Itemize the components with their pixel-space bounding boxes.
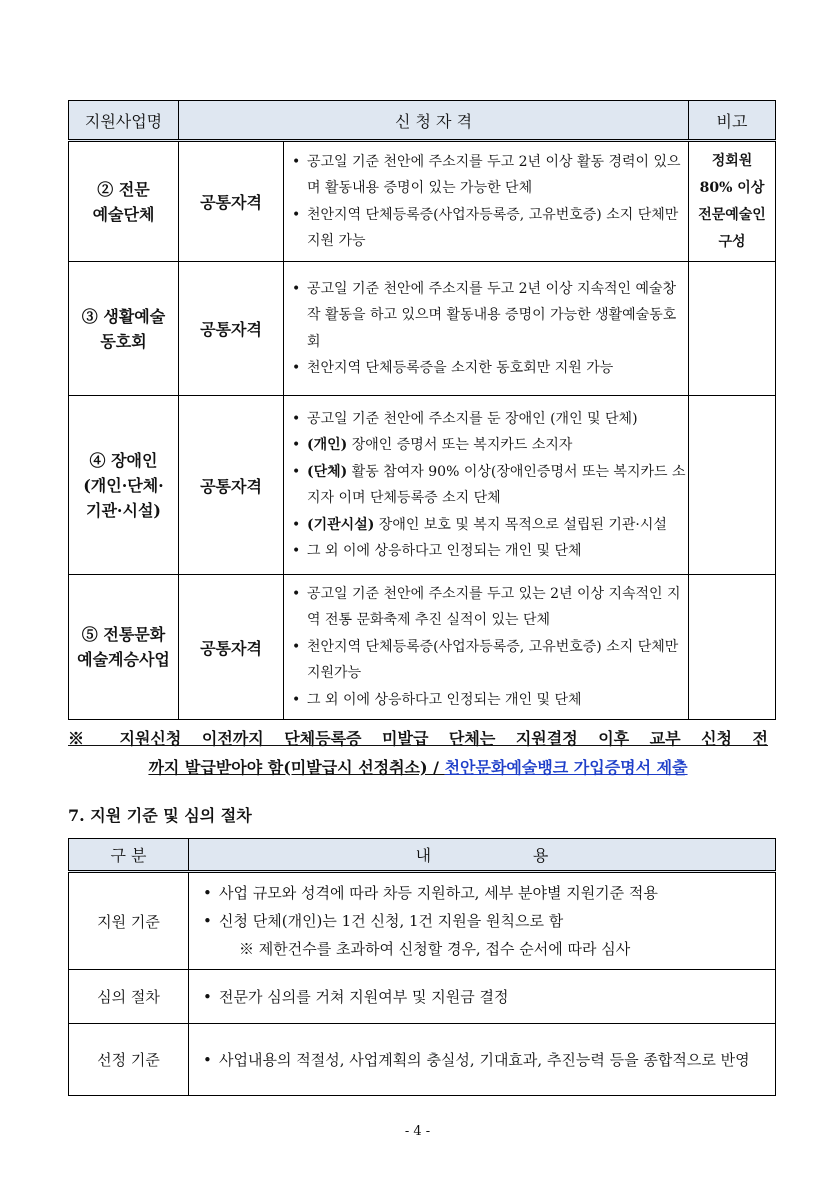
section-title: 7. 지원 기준 및 심의 절차 [68,806,252,825]
program-name: ③ 생활예술 동호회 [69,262,179,396]
notice-line-2: 까지 발급받아야 함(미발급시 선정취소) / 천안문화예술뱅크 가입증명서 제출 [148,758,688,777]
criteria-table-header [69,839,776,872]
list-item: • 신청 단체(개인)는 1건 신청, 1건 지원을 원칙으로 함 ※ 제한건수를 초과하여 신청할 경우, 접수 순서에 따라 심사 [203,907,773,963]
table-row [69,262,776,396]
qualification-type: 공통자격 [179,396,284,575]
eligibility-details [284,396,689,575]
list-item: • 공고일 기준 천안에 주소지를 두고 2년 이상 지속적인 예술창작 활동을 하고 있으며 활동내용 증명이 가능한 생활예술동호회 [292,276,686,356]
list-item: • 그 외 이에 상응하다고 인정되는 개인 및 단체 [292,538,686,565]
note: ※ 제한건수를 초과하여 신청할 경우, 접수 순서에 따라 심사 [239,940,631,958]
list-item: • 공고일 기준 천안에 주소지를 둔 장애인 (개인 및 단체) [292,406,686,433]
header-eligibility: 신 청 자 격 [179,101,689,141]
header-content: 내 용 [189,839,776,872]
list-item: • (단체) 활동 참여자 90% 이상(장애인증명서 또는 복지카드 소지자 이며 단체등록증 소지 단체 [292,459,686,512]
eligibility-details [284,141,689,262]
qualification-type: 공통자격 [179,575,284,720]
list-item: • 사업 규모와 성격에 따라 차등 지원하고, 세부 분야별 지원기준 적용 [203,879,773,907]
list-item: • 공고일 기준 천안에 주소지를 두고 있는 2년 이상 지속적인 지역 전통 문화축제 추진 실적이 있는 단체 [292,581,686,634]
table-row [69,575,776,720]
list-item: • 사업내용의 적절성, 사업계획의 충실성, 기대효과, 추진능력 등을 종합적으로 반영 [203,1046,773,1074]
list-item: • 천안지역 단체등록증(사업자등록증, 고유번호증) 소지 단체만 지원가능 [292,634,686,687]
table-row [69,141,776,262]
header-program-name: 지원사업명 [69,101,179,141]
program-name: ④ 장애인 (개인·단체· 기관·시설) [69,396,179,575]
qualification-type: 공통자격 [179,141,284,262]
remarks [689,262,776,396]
notice-line-1: ※ 지원신청 이전까지 단체등록증 미발급 단체는 지원결정 이후 교부 신청 전 [68,729,768,748]
table-row [69,1024,776,1096]
list-item: • (개인) 장애인 증명서 또는 복지카드 소지자 [292,432,686,459]
criteria-content [189,1024,776,1096]
remarks [689,575,776,720]
qualification-type: 공통자격 [179,262,284,396]
list-item: • 천안지역 단체등록증(사업자등록증, 고유번호증) 소지 단체만 지원 가능 [292,202,686,255]
eligibility-details [284,575,689,720]
criteria-category: 지원 기준 [69,872,189,970]
criteria-content [189,872,776,970]
eligibility-table [68,100,776,720]
header-remarks: 비고 [689,101,776,141]
criteria-category: 선정 기준 [69,1024,189,1096]
program-name: ⑤ 전통문화 예술계승사업 [69,575,179,720]
program-name: ② 전문 예술단체 [69,141,179,262]
table-row [69,970,776,1024]
remarks: 정회원 80% 이상 전문예술인 구성 [689,141,776,262]
list-item: • 전문가 심의를 거쳐 지원여부 및 지원금 결정 [203,983,773,1011]
list-item: • 천안지역 단체등록증을 소지한 동호회만 지원 가능 [292,355,686,382]
list-item: • 그 외 이에 상응하다고 인정되는 개인 및 단체 [292,687,686,714]
remarks [689,396,776,575]
criteria-table [68,838,776,1096]
table-row [69,396,776,575]
eligibility-table-header [69,101,776,141]
page-number: - 4 - [404,1124,431,1139]
header-category: 구 분 [69,839,189,872]
criteria-category: 심의 절차 [69,970,189,1024]
table-row [69,872,776,970]
criteria-content [189,970,776,1024]
registration-notice [68,724,768,782]
list-item: • 공고일 기준 천안에 주소지를 두고 2년 이상 활동 경력이 있으며 활동내용 증명이 있는 가능한 단체 [292,149,686,202]
list-item: • (기관시설) 장애인 보호 및 복지 목적으로 설립된 기관·시설 [292,512,686,539]
eligibility-details [284,262,689,396]
membership-certificate-note: 천안문화예술뱅크 가입증명서 제출 [444,758,688,777]
